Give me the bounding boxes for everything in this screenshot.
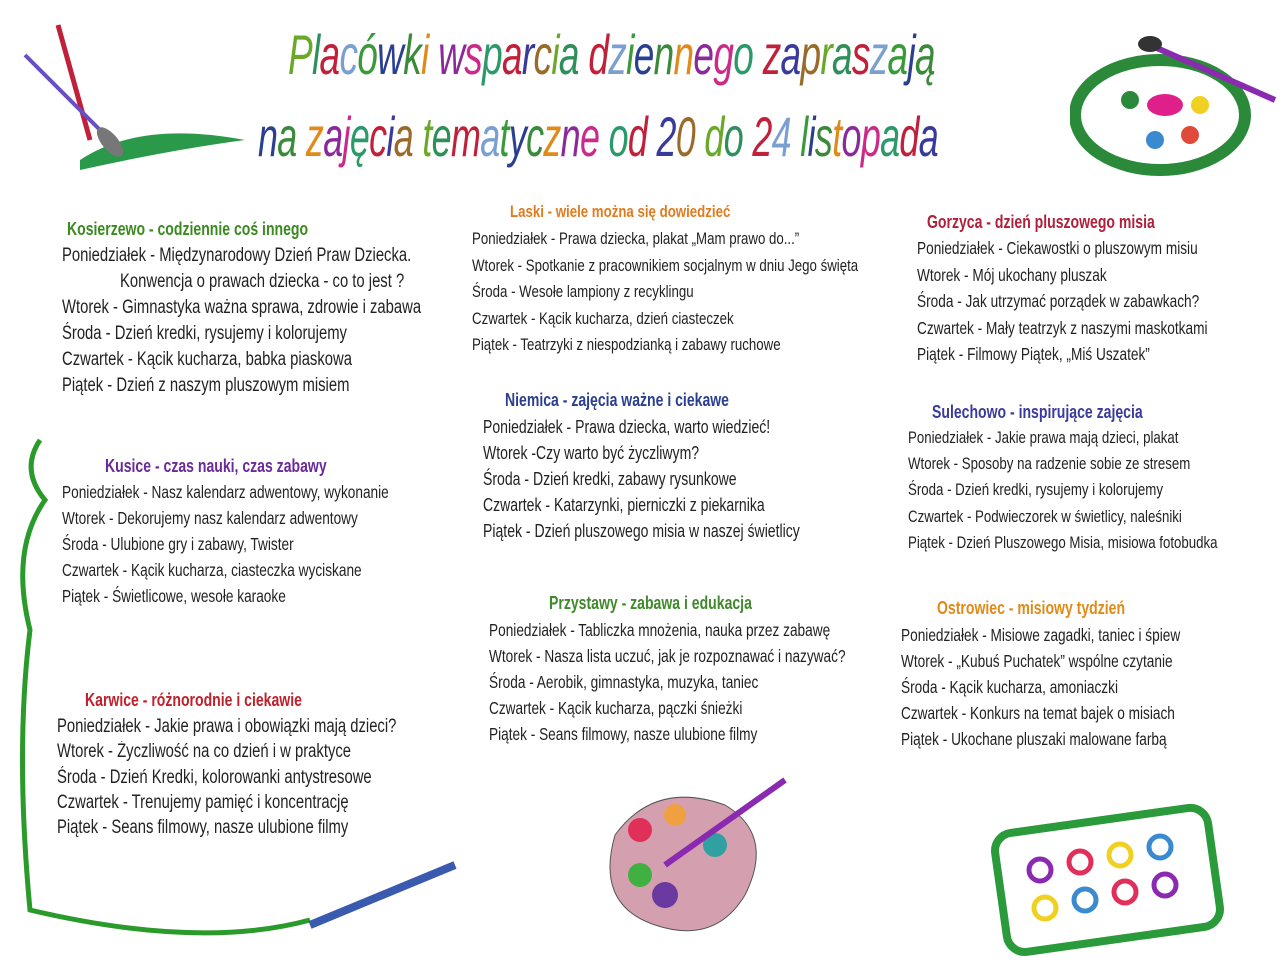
title-letter: a xyxy=(480,105,500,168)
title-letter: i xyxy=(807,105,815,168)
title-letter: c xyxy=(526,105,544,168)
schedule-line: Czwartek - Kącik kucharza, dzień ciasteczek xyxy=(472,308,734,328)
green-brush-stroke-border xyxy=(0,430,470,950)
schedule-line: Poniedziałek - Międzynarodowy Dzień Praw Dziecka. xyxy=(62,245,412,266)
title-letter: 4 xyxy=(771,105,791,168)
schedule-line: Piątek - Teatrzyki z niespodzianką i zabawy ruchowe xyxy=(472,335,781,354)
title-letter: a xyxy=(319,23,340,86)
title-letter: z xyxy=(305,105,324,168)
section-heading: Kosierzewo - codziennie coś innego xyxy=(67,219,309,239)
schedule-line: Wtorek - Nasza lista uczuć, jak je rozpoznawać i nazywać? xyxy=(489,646,846,666)
title-letter: i xyxy=(386,105,394,168)
title-letter: p xyxy=(860,105,881,168)
title-letter: d xyxy=(588,23,609,86)
title-line-2 xyxy=(258,104,938,169)
schedule-line: Piątek - Dzień Pluszowego Misia, misiowa fotobudka xyxy=(908,532,1218,552)
schedule-line: Konwencja o prawach dziecka - co to jest ? xyxy=(120,271,405,292)
title-letter: n xyxy=(653,23,674,86)
section-heading: Przystawy - zabawa i edukacja xyxy=(549,593,752,613)
title-letter: 2 xyxy=(752,105,772,168)
title-letter: z xyxy=(543,105,561,168)
title-letter: i xyxy=(421,23,429,86)
title-letter: w xyxy=(377,23,404,86)
title-letter: a xyxy=(501,23,522,86)
schedule-line: Środa - Dzień kredki, rysujemy i kolorujemy xyxy=(62,323,347,344)
schedule-line: Czwartek - Mały teatrzyk z naszymi maskotkami xyxy=(917,317,1208,338)
schedule-line: Wtorek - Dekorujemy nasz kalendarz adwentowy xyxy=(62,508,358,528)
schedule-line: Środa - Dzień Kredki, kolorowanki antystresowe xyxy=(57,766,372,788)
title-letter: t xyxy=(832,105,842,168)
title-letter: o xyxy=(608,105,628,168)
schedule-line: Piątek - Filmowy Piątek, „Miś Uszatek” xyxy=(917,344,1150,364)
title-letter: c xyxy=(533,23,552,86)
schedule-line: Czwartek - Kącik kucharza, babka piaskowa xyxy=(62,349,352,370)
title-letter: 2 xyxy=(656,105,676,168)
schedule-line: Czwartek - Podwieczorek w świetlicy, naleśniki xyxy=(908,506,1182,526)
schedule-line: Środa - Dzień kredki, rysujemy i kolorujemy xyxy=(908,480,1163,500)
title-letter: n xyxy=(560,105,580,168)
schedule-line: Poniedziałek - Misiowe zagadki, taniec i śpiew xyxy=(901,625,1181,645)
schedule-line: Czwartek - Konkurs na temat bajek o misiach xyxy=(901,703,1175,723)
title-letter: a xyxy=(780,23,801,86)
schedule-line: Piątek - Dzień pluszowego misia w naszej świetlicy xyxy=(483,521,800,541)
title-letter: m xyxy=(450,105,481,168)
schedule-line: Środa - Wesołe lampiony z recyklingu xyxy=(472,282,694,301)
title-letter: e xyxy=(431,105,451,168)
schedule-line: Wtorek - Mój ukochany pluszak xyxy=(917,264,1107,285)
title-letter: o xyxy=(733,23,754,86)
title-letter: a xyxy=(393,105,414,168)
section-heading: Kusice - czas nauki, czas zabawy xyxy=(105,456,327,476)
schedule-line: Wtorek - Gimnastyka ważna sprawa, zdrowie i zabawa xyxy=(62,297,422,318)
title-letter xyxy=(647,105,656,168)
title-letter: l xyxy=(311,23,320,86)
title-letter: l xyxy=(800,105,808,168)
title-letter: k xyxy=(403,23,422,86)
title-letter: w xyxy=(438,23,465,86)
title-letter xyxy=(599,105,608,168)
schedule-line: Piątek - Ukochane pluszaki malowane farbą xyxy=(901,729,1167,749)
title-letter: s xyxy=(814,105,833,168)
paint-palette-icon xyxy=(1070,30,1280,180)
title-letter: r xyxy=(820,23,833,86)
schedule-line: Środa - Aerobik, gimnastyka, muzyka, taniec xyxy=(489,672,759,692)
schedule-line: Poniedziałek - Jakie prawa mają dzieci, plakat xyxy=(908,428,1179,447)
title-letter: 0 xyxy=(675,105,696,168)
title-letter: d xyxy=(704,105,724,168)
title-letter xyxy=(791,105,800,168)
title-letter: t xyxy=(422,105,432,168)
title-letter: e xyxy=(693,23,714,86)
schedule-line: Czwartek - Kącik kucharza, pączki śnieżki xyxy=(489,698,743,718)
title-letter: n xyxy=(673,23,694,86)
title-letter: ą xyxy=(915,23,935,86)
section-heading: Gorzyca - dzień pluszowego misia xyxy=(927,212,1155,232)
title-letter: s xyxy=(464,23,483,86)
schedule-line: Poniedziałek - Nasz kalendarz adwentowy, wykonanie xyxy=(62,482,389,502)
title-letter: y xyxy=(508,105,527,168)
title-letter: e xyxy=(633,23,654,86)
title-letter: o xyxy=(723,105,744,168)
schedule-line: Czwartek - Trenujemy pamięć i koncentrację xyxy=(57,791,349,813)
palette-with-brush-icon xyxy=(595,775,795,945)
schedule-line: Poniedziałek - Prawa dziecka, warto wiedzieć! xyxy=(483,417,771,437)
title-letter: j xyxy=(342,105,350,168)
paintbrushes-icon xyxy=(20,20,250,170)
schedule-line: Wtorek -Czy warto być życzliwym? xyxy=(483,443,700,463)
title-letter: p xyxy=(482,23,502,86)
schedule-line: Wtorek - Sposoby na radzenie sobie ze stresem xyxy=(908,454,1191,474)
schedule-line: Piątek - Świetlicowe, wesołe karaoke xyxy=(62,586,286,606)
title-letter: a xyxy=(880,105,900,168)
title-letter: r xyxy=(521,23,534,86)
title-letter: c xyxy=(339,23,358,86)
title-letter: s xyxy=(851,23,870,86)
title-letter: g xyxy=(713,23,734,86)
title-letter: p xyxy=(800,23,821,86)
title-letter: a xyxy=(277,105,297,168)
title-letter: c xyxy=(369,105,387,168)
title-letter: i xyxy=(626,23,634,86)
section-heading: Laski - wiele można się dowiedzieć xyxy=(510,202,731,221)
title-letter xyxy=(695,105,704,168)
schedule-line: Czwartek - Katarzynki, pierniczki z piekarnika xyxy=(483,495,765,515)
schedule-line: Czwartek - Kącik kucharza, ciasteczka wyciskane xyxy=(62,560,362,580)
title-line-1 xyxy=(288,22,935,87)
schedule-line: Środa - Ulubione gry i zabawy, Twister xyxy=(62,534,294,554)
title-letter: a xyxy=(832,23,852,86)
schedule-line: Poniedziałek - Ciekawostki o pluszowym misiu xyxy=(917,238,1198,258)
title-letter: ę xyxy=(349,105,370,168)
title-letter: z xyxy=(869,23,888,86)
schedule-line: Środa - Jak utrzymać porządek w zabawkach? xyxy=(917,291,1200,311)
title-letter xyxy=(579,23,589,86)
title-letter: z xyxy=(608,23,627,86)
title-letter: j xyxy=(907,23,916,86)
title-letter: a xyxy=(918,105,939,168)
schedule-line: Piątek - Dzień z naszym pluszowym misiem xyxy=(62,375,350,396)
title-letter: i xyxy=(551,23,559,86)
title-letter xyxy=(743,105,752,168)
title-letter: n xyxy=(258,105,278,168)
title-letter: P xyxy=(288,23,312,86)
title-letter xyxy=(429,23,439,86)
section-heading: Ostrowiec - misiowy tydzień xyxy=(937,598,1126,618)
title-letter: a xyxy=(558,23,579,86)
title-letter xyxy=(753,23,763,86)
title-letter: ó xyxy=(357,23,378,86)
title-letter: a xyxy=(323,105,343,168)
title-letter: a xyxy=(887,23,908,86)
title-letter: d xyxy=(627,105,648,168)
schedule-line: Piątek - Seans filmowy, nasze ulubione filmy xyxy=(57,817,349,839)
schedule-line: Piątek - Seans filmowy, nasze ulubione filmy xyxy=(489,724,758,744)
title-letter xyxy=(413,105,422,168)
title-letter: e xyxy=(579,105,600,168)
title-letter: t xyxy=(499,105,509,168)
title-letter xyxy=(297,105,306,168)
schedule-line: Wtorek - „Kubuś Puchatek” wspólne czytanie xyxy=(901,651,1173,671)
title-letter: z xyxy=(762,23,781,86)
watercolor-paint-box-icon xyxy=(990,800,1225,960)
schedule-line: Wtorek - Spotkanie z pracownikiem socjalnym w dniu Jego święta xyxy=(472,255,859,275)
section-heading: Niemica - zajęcia ważne i ciekawe xyxy=(505,390,729,410)
schedule-line: Środa - Dzień kredki, zabawy rysunkowe xyxy=(483,469,737,489)
schedule-line: Poniedziałek - Tabliczka mnożenia, nauka przez zabawę xyxy=(489,620,831,640)
schedule-line: Środa - Kącik kucharza, amoniaczki xyxy=(901,677,1118,697)
section-heading: Sulechowo - inspirujące zajęcia xyxy=(932,402,1143,422)
section-heading: Karwice - różnorodnie i ciekawie xyxy=(85,690,302,710)
title-letter: o xyxy=(841,105,861,168)
title-letter: d xyxy=(899,105,919,168)
schedule-line: Wtorek - Życzliwość na co dzień i w praktyce xyxy=(57,741,352,763)
schedule-line: Poniedziałek - Prawa dziecka, plakat „Mam prawo do...” xyxy=(472,229,800,248)
schedule-line: Poniedziałek - Jakie prawa i obowiązki mają dzieci? xyxy=(57,716,397,737)
